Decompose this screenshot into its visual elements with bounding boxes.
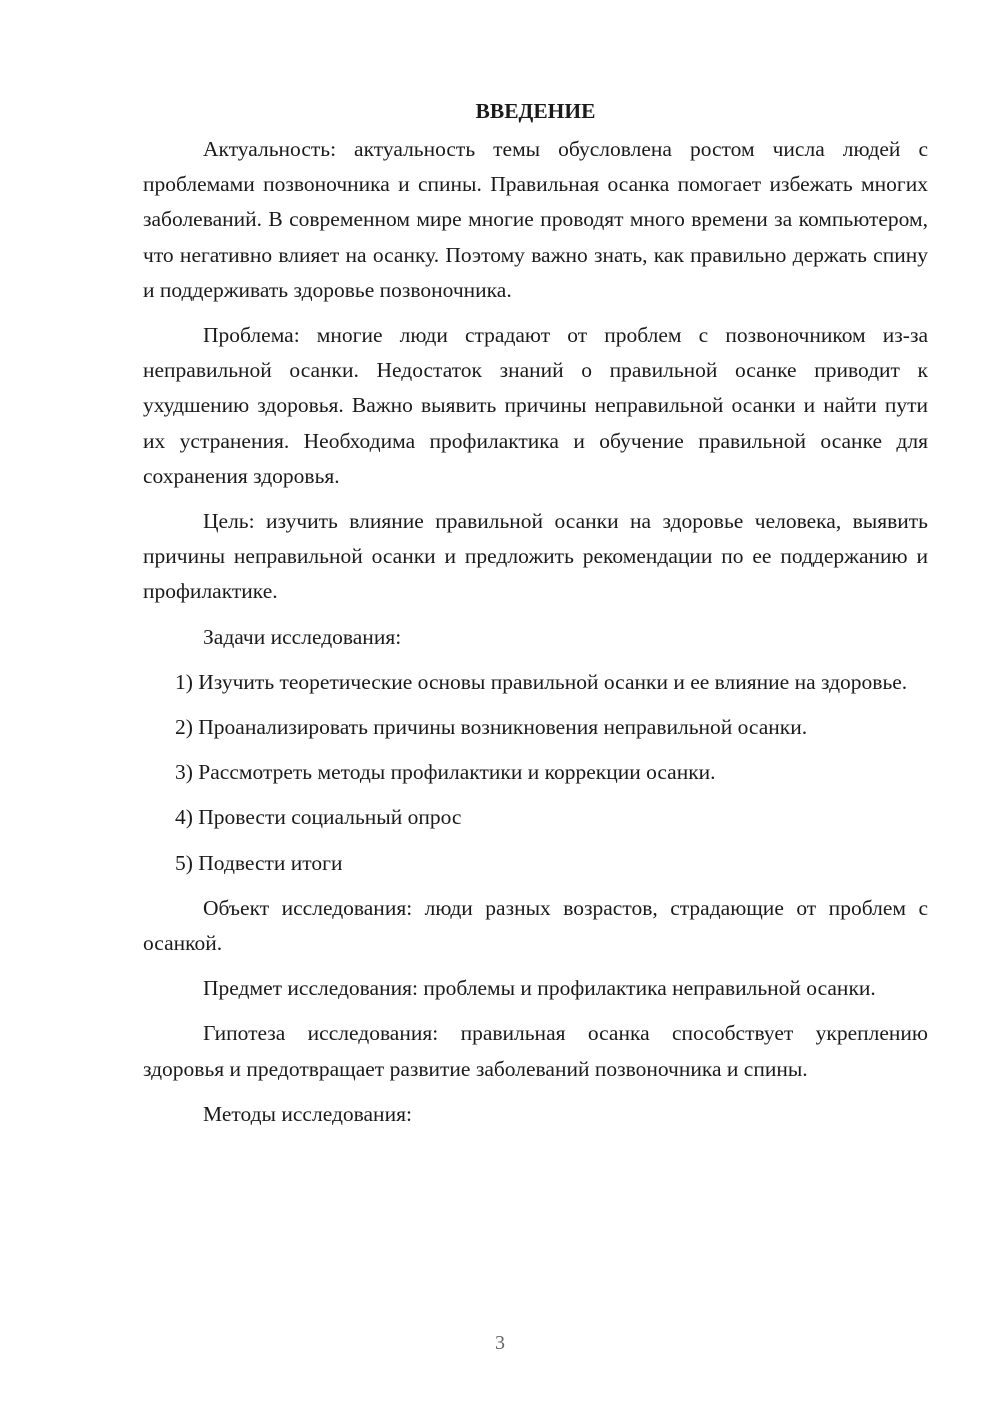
document-page [143, 96, 928, 1132]
task-item: 1) Изучить теоретические основы правильной осанки и ее влияние на здоровье. [175, 669, 908, 694]
page-title: ВВЕДЕНИЕ [475, 99, 596, 123]
goal-paragraph: Цель: изучить влияние правильной осанки на здоровье человека, выявить причины неправильной осанки и предложить рекомендации по ее поддержанию и профилактике. [143, 509, 928, 604]
task-item: 2) Проанализировать причины возникновения неправильной осанки. [175, 715, 808, 740]
task-item: 3) Рассмотреть методы профилактики и коррекции осанки. [175, 760, 716, 785]
methods-heading: Методы исследования: [203, 1101, 412, 1126]
subject-paragraph: Предмет исследования: проблемы и профилактика неправильной осанки. [203, 976, 876, 1001]
hypothesis-paragraph: Гипотеза исследования: правильная осанка способствует укреплению здоровья и предотвращает развитие заболеваний позвоночника и спины. [143, 1021, 928, 1081]
tasks-heading: Задачи исследования: [203, 624, 402, 649]
object-paragraph: Объект исследования: люди разных возрастов, страдающие от проблем с осанкой. [143, 895, 928, 956]
task-item: 5) Подвести итоги [175, 850, 343, 875]
relevance-paragraph: Актуальность: актуальность темы обусловлена ростом числа людей с проблемами позвоночника и спины. Правильная осанка помогает избежать многих заболеваний. В современном мире многие проводят много времени за компьютером, что негативно влияет на осанку. Поэтому важно знать, как правильно держать спину и поддерживать здоровье позвоночника. [143, 137, 928, 302]
problem-paragraph: Проблема: многие люди страдают от проблем с позвоночником из-за неправильной осанки. Недостаток знаний о правильной осанке приводит к ухудшению здоровья. Важно выявить причины неправильной осанки и найти пути их устранения. Необходима профилактика и обучение правильной осанке для сохранения здоровья. [143, 323, 928, 488]
task-item: 4) Провести социальный опрос [175, 805, 462, 830]
page-number: 3 [495, 1332, 505, 1354]
